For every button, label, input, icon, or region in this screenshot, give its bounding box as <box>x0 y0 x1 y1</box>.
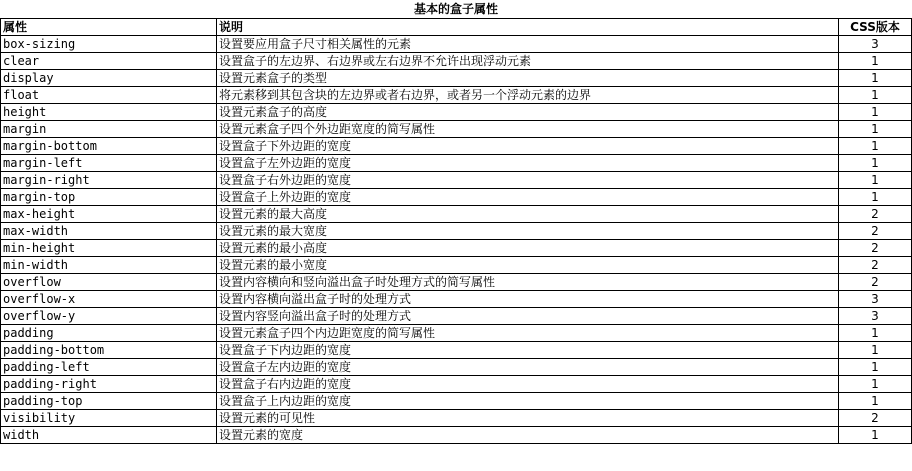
cell-version: 1 <box>839 104 912 121</box>
table-row <box>1 342 912 359</box>
table-row <box>1 87 912 104</box>
cell-version: 3 <box>839 308 912 325</box>
table-row <box>1 376 912 393</box>
table-row <box>1 274 912 291</box>
table-row <box>1 189 912 206</box>
table-row <box>1 359 912 376</box>
cell-version: 1 <box>839 172 912 189</box>
table-row <box>1 427 912 444</box>
cell-description: 设置元素的最小高度 <box>217 240 839 257</box>
table-title: 基本的盒子属性 <box>413 2 498 16</box>
cell-version: 3 <box>839 291 912 308</box>
cell-property: margin-top <box>1 189 217 206</box>
cell-description: 设置内容横向溢出盒子时的处理方式 <box>217 291 839 308</box>
table-row <box>1 104 912 121</box>
cell-property: display <box>1 70 217 87</box>
cell-version: 1 <box>839 138 912 155</box>
header-description: 说明 <box>217 19 839 36</box>
table-row <box>1 257 912 274</box>
cell-property: clear <box>1 53 217 70</box>
cell-description: 设置盒子的左边界、右边界或左右边界不允许出现浮动元素 <box>217 53 839 70</box>
cell-description: 设置元素盒子四个外边距宽度的简写属性 <box>217 121 839 138</box>
cell-version: 1 <box>839 155 912 172</box>
cell-version: 1 <box>839 121 912 138</box>
cell-description: 设置元素盒子的类型 <box>217 70 839 87</box>
cell-version: 2 <box>839 257 912 274</box>
cell-property: min-width <box>1 257 217 274</box>
cell-description: 设置盒子下内边距的宽度 <box>217 342 839 359</box>
cell-description: 设置盒子上内边距的宽度 <box>217 393 839 410</box>
cell-description: 将元素移到其包含块的左边界或者右边界，或者另一个浮动元素的边界 <box>217 87 839 104</box>
table-row <box>1 121 912 138</box>
cell-property: min-height <box>1 240 217 257</box>
header-property: 属性 <box>1 19 217 36</box>
cell-property: margin-right <box>1 172 217 189</box>
cell-version: 2 <box>839 274 912 291</box>
cell-description: 设置元素的最大高度 <box>217 206 839 223</box>
cell-property: float <box>1 87 217 104</box>
table-row <box>1 206 912 223</box>
cell-version: 2 <box>839 410 912 427</box>
cell-property: height <box>1 104 217 121</box>
cell-description: 设置盒子上外边距的宽度 <box>217 189 839 206</box>
table-row <box>1 53 912 70</box>
table-row <box>1 308 912 325</box>
cell-property: overflow-x <box>1 291 217 308</box>
cell-property: width <box>1 427 217 444</box>
cell-description: 设置元素的可见性 <box>217 410 839 427</box>
cell-version: 1 <box>839 53 912 70</box>
cell-property: overflow <box>1 274 217 291</box>
cell-property: max-height <box>1 206 217 223</box>
cell-property: padding-left <box>1 359 217 376</box>
cell-description: 设置盒子左外边距的宽度 <box>217 155 839 172</box>
cell-version: 1 <box>839 325 912 342</box>
cell-property: margin-bottom <box>1 138 217 155</box>
cell-property: overflow-y <box>1 308 217 325</box>
cell-description: 设置内容竖向溢出盒子时的处理方式 <box>217 308 839 325</box>
table-row <box>1 138 912 155</box>
cell-version: 1 <box>839 87 912 104</box>
table-row <box>1 36 912 53</box>
header-version: CSS版本 <box>839 19 912 36</box>
cell-version: 3 <box>839 36 912 53</box>
cell-property: padding-bottom <box>1 342 217 359</box>
cell-version: 1 <box>839 189 912 206</box>
cell-description: 设置元素的宽度 <box>217 427 839 444</box>
cell-version: 1 <box>839 393 912 410</box>
cell-property: margin <box>1 121 217 138</box>
table-row <box>1 410 912 427</box>
cell-property: padding-top <box>1 393 217 410</box>
cell-description: 设置盒子左内边距的宽度 <box>217 359 839 376</box>
cell-version: 2 <box>839 206 912 223</box>
cell-description: 设置盒子右外边距的宽度 <box>217 172 839 189</box>
cell-property: box-sizing <box>1 36 217 53</box>
cell-property: margin-left <box>1 155 217 172</box>
table-row <box>1 223 912 240</box>
cell-description: 设置元素的最大宽度 <box>217 223 839 240</box>
cell-version: 1 <box>839 342 912 359</box>
table-row <box>1 393 912 410</box>
table-row <box>1 325 912 342</box>
cell-property: visibility <box>1 410 217 427</box>
cell-version: 1 <box>839 70 912 87</box>
cell-description: 设置元素的最小宽度 <box>217 257 839 274</box>
table-row <box>1 291 912 308</box>
table-row <box>1 70 912 87</box>
table-row <box>1 155 912 172</box>
cell-description: 设置元素盒子的高度 <box>217 104 839 121</box>
table-row <box>1 172 912 189</box>
cell-version: 2 <box>839 223 912 240</box>
cell-description: 设置盒子右内边距的宽度 <box>217 376 839 393</box>
cell-version: 1 <box>839 427 912 444</box>
header-row <box>1 19 912 36</box>
cell-property: max-width <box>1 223 217 240</box>
cell-version: 2 <box>839 240 912 257</box>
cell-property: padding-right <box>1 376 217 393</box>
cell-description: 设置内容横向和竖向溢出盒子时处理方式的简写属性 <box>217 274 839 291</box>
cell-property: padding <box>1 325 217 342</box>
cell-description: 设置盒子下外边距的宽度 <box>217 138 839 155</box>
cell-description: 设置元素盒子四个内边距宽度的简写属性 <box>217 325 839 342</box>
cell-description: 设置要应用盒子尺寸相关属性的元素 <box>217 36 839 53</box>
cell-version: 1 <box>839 359 912 376</box>
table-row <box>1 240 912 257</box>
cell-version: 1 <box>839 376 912 393</box>
